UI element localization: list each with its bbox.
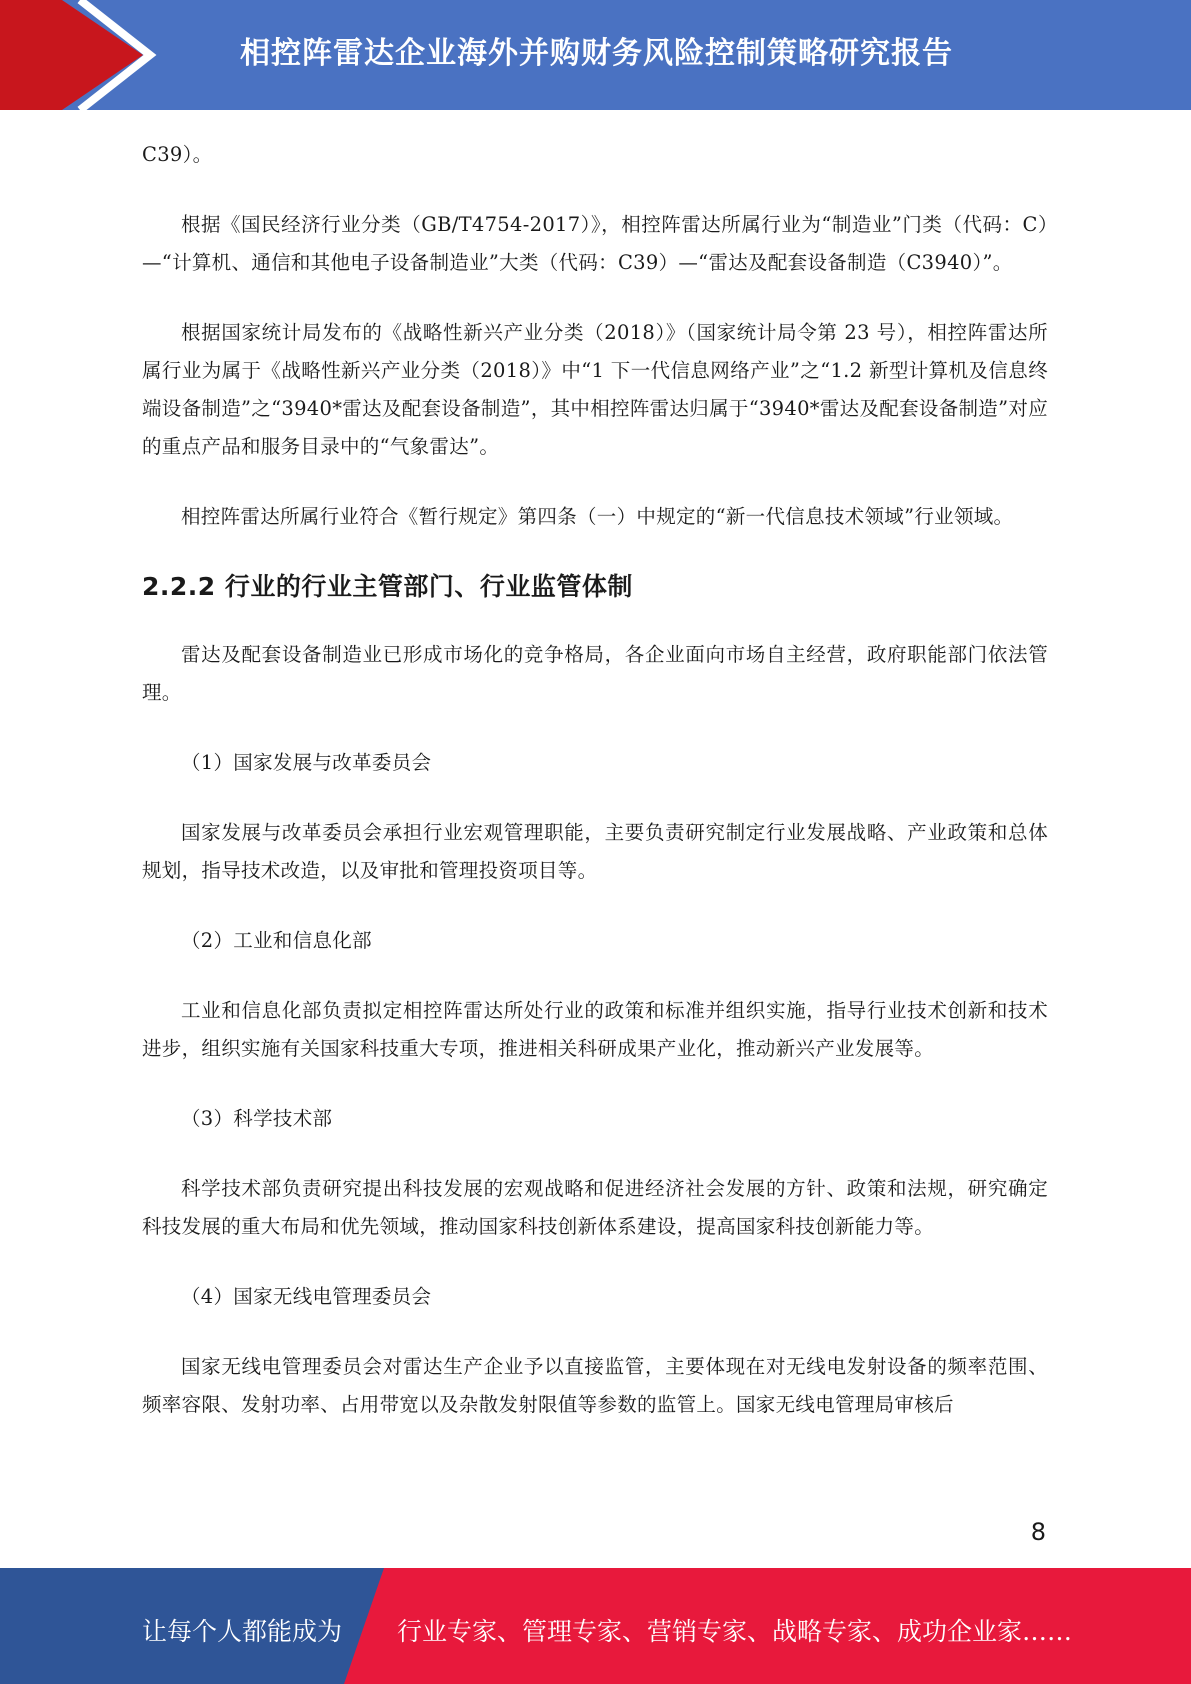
list-item-heading: （2）工业和信息化部	[181, 929, 372, 952]
paragraph: 科学技术部负责研究提出科技发展的宏观战略和促进经济社会发展的方针、政策和法规，研究确定科技发展的重大布局和优先领域，推动国家科技创新体系建设，提高国家科技创新能力等。	[142, 1177, 1048, 1238]
list-item-heading: （4）国家无线电管理委员会	[181, 1285, 432, 1308]
page-number: 8	[1030, 1518, 1046, 1546]
list-item-heading: （3）科学技术部	[181, 1107, 333, 1130]
footer-slogan-left: 让每个人都能成为	[142, 1617, 343, 1646]
list-item-heading: （1）国家发展与改革委员会	[181, 751, 432, 774]
page-footer	[0, 1568, 1191, 1684]
footer-slogan-right: 行业专家、管理专家、营销专家、战略专家、成功企业家……	[397, 1617, 1073, 1646]
paragraph: 工业和信息化部负责拟定相控阵雷达所处行业的政策和标准并组织实施，指导行业技术创新和技术进步，组织实施有关国家科技重大专项，推进相关科研成果产业化，推动新兴产业发展等。	[142, 999, 1048, 1060]
paragraph: 根据国家统计局发布的《战略性新兴产业分类（2018）》（国家统计局令第 23 号），相控阵雷达所属行业为属于《战略性新兴产业分类（2018）》中“1 下一代信息网络产业”之“1.2 新型计算机及信息终端设备制造”之“3940*雷达及配套设备制造”，其中相控阵雷达归属于“3940*雷达及配套设备制造”对应的重点产品和服务目录中的“气象雷达”。	[142, 321, 1048, 458]
paragraph: 国家发展与改革委员会承担行业宏观管理职能，主要负责研究制定行业发展战略、产业政策和总体规划，指导技术改造，以及审批和管理投资项目等。	[142, 821, 1048, 882]
section-heading: 2.2.2 行业的行业主管部门、行业监管体制	[142, 572, 633, 601]
document-body	[142, 136, 1048, 1456]
paragraph: 国家无线电管理委员会对雷达生产企业予以直接监管，主要体现在对无线电发射设备的频率范围、频率容限、发射功率、占用带宽以及杂散发射限值等参数的监管上。国家无线电管理局审核后	[142, 1355, 1048, 1416]
report-title: 相控阵雷达企业海外并购财务风险控制策略研究报告	[240, 36, 953, 71]
paragraph: 雷达及配套设备制造业已形成市场化的竞争格局，各企业面向市场自主经营，政府职能部门依法管理。	[142, 643, 1048, 704]
paragraph: 相控阵雷达所属行业符合《暂行规定》第四条（一）中规定的“新一代信息技术领域”行业领域。	[181, 505, 1014, 528]
paragraph: 根据《国民经济行业分类（GB/T4754-2017）》，相控阵雷达所属行业为“制造业”门类（代码：C）—“计算机、通信和其他电子设备制造业”大类（代码：C39）—“雷达及配套设备制造（C3940）”。	[142, 213, 1048, 274]
page-header	[0, 0, 1191, 110]
paragraph: C39）。	[142, 143, 213, 166]
